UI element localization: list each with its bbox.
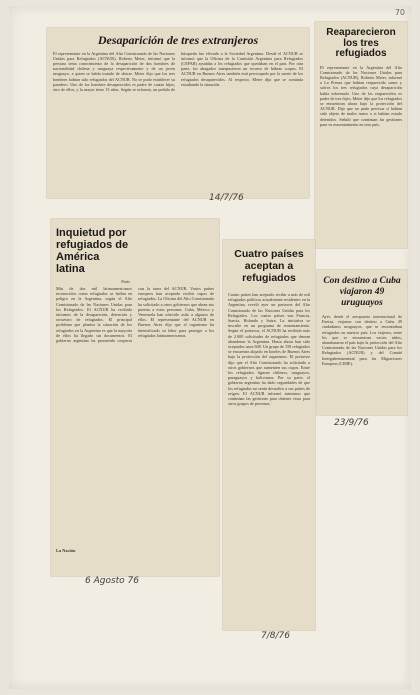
clipping-headline: Inquietud por refugiados de América latina	[56, 227, 129, 275]
clipping-byline: La Nación	[56, 548, 76, 553]
handwritten-date: 7/8/76	[261, 631, 290, 641]
clipping-headline: Desaparición de tres extranjeros	[97, 33, 259, 47]
clipping-body: Cuatro países han aceptado recibir a más de mil refugiados políticos actualmente residentes en la Argentina, reveló ayer un portavoz del Alto Comisionado de las Naciones Unidas para los Refugiados. Los cuatro países son Francia, Suecia, Holanda y Suiza. La iniciativa se inscribe en un programa de reasentamiento. Según el portavoz, el ACNUR ha recibido más de 2.000 solicitudes de refugiados que desean abandonar la Argentina. Hasta ahora han sido aceptados unos 600. Un grupo de 150 refugiados se encuentra alojado en hoteles de Buenos Aires bajo la protección del organismo. El portavoz dijo que el Alto Comisionado ha solicitado a otros gobiernos que aumenten sus cupos. Entre los refugiados figuran chilenos, uruguayos, paraguayos y bolivianos. Por su parte, el gobierno argentino ha dado seguridades de que los refugiados no serán devueltos a sus países de origen. El ACNUR informó asimismo que continúan las gestiones para obtener visas para otros grupos de personas.	[228, 292, 310, 407]
clipping-body: El representante en la Argentina del Alto Comisionado de las Naciones Unidas para Refugiados (ACNUR), Roberto Meier, informó que la persona tenía conocimiento de la desaparición de dos hombres de nacionalidad chilena y uruguaya respectivamente y de un joven uruguayo, a quien se había tratado de ubicar. Meier dijo que los tres hombres habían sido refugiados del ACNUR. No se pudo establecer su paradero. Uno de los hombres desaparecidos es padre de cuatro hijos, otro de ellos, y la mayor tiene 15 años. Según se informó, un pedido de búsqueda fue elevado a la Sociedad Argentina. Desde el ACNUR se informó que la Oficina de la Comisión Argentina para Refugiados (CEPAR) ayudaba a los refugiados que quedaban en el país. Por otra parte, los abogados interpusieron un recurso de hábeas corpus. El ACNUR en Buenos Aires también está preocupado por la suerte de los refugiados desaparecidos. Al respecto, Meier dijo que se continúa estudiando la situación.	[53, 50, 303, 93]
clipping-body: Ayer, desde el aeropuerto internacional de Ezeiza, viajaron con destino a Cuba 49 ciudadanos uruguayos, que se encontraban refugiados en nuestro país. Los viajeros, entre los que se encuentran varios niños, abandonaron el país bajo la protección del Alto Comisionado de las Naciones Unidas para los Refugiados (ACNUR) y del Comité Intergubernamental para las Migraciones Europeas (CIME).	[322, 314, 402, 366]
clipping-destino-cuba	[317, 270, 407, 415]
handwritten-date: 14/7/76	[209, 193, 244, 203]
clipping-dateline: París	[121, 279, 130, 284]
clipping-headline: Con destino a Cuba viajaron 49 uruguayos	[323, 276, 401, 308]
clipping-reaparecieron	[315, 22, 407, 248]
handwritten-date: 23/9/76	[334, 418, 369, 428]
clipping-inquietud	[51, 219, 219, 576]
clipping-desaparicion	[47, 28, 309, 198]
clipping-body: Más de dos mil latinoamericanos reconocidos como refugiados se hallan en peligro en la Argentina, según el Alto Comisionado de las Naciones Unidas para los Refugiados. El ACNUR ha recibido informes de la desaparición, detención y secuestro de refugiados. El principal problema que plantea la situación de los refugiados en la Argentina es que la mayoría de ellos ha llegado sin documentos. El gobierno argentino ha prometido cooperar con la tarea del ACNUR. Varios países europeos han aceptado recibir cupos de refugiados. La Oficina del Alto Comisionado ha solicitado a otros gobiernos que abran sus puertas a estas personas. Cuba, México y Venezuela han ofrecido asilo a algunos de ellos. El representante del ACNUR en Buenos Aires dijo que el organismo ha intensificado su labor para proteger a los refugiados latinoamericanos.	[56, 286, 214, 344]
page-number: 70	[394, 8, 405, 17]
handwritten-date: 6 Agosto 76	[85, 576, 139, 586]
clipping-cuatro-paises	[223, 240, 315, 630]
scrapbook-page	[9, 6, 411, 689]
clipping-headline: Reaparecieron los tres refugiados	[326, 27, 396, 59]
clipping-body: El representante en la Argentina del Alto Comisionado de las Naciones Unidas para Refugiados (ACNUR), Roberto Meier, informó a La Prensa que habían reaparecido sanos y salvos los tres refugiados cuya desaparición había informado. Uno de los reaparecidos es padre de tres hijos. Meier dijo que los refugiados se encuentran ahora bajo la protección del ACNUR. Dijo que no pudo precisar si habían sido objeto de malos tratos o si habían estado detenidos. Señaló que continúan las gestiones para su reasentamiento en otro país.	[320, 64, 402, 127]
clipping-headline: Cuatro países aceptan a refugiados	[234, 248, 304, 284]
